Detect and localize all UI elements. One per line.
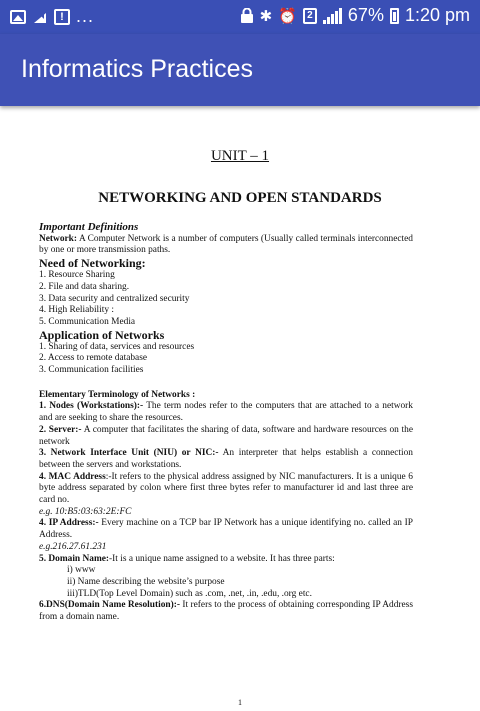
network-term: Network:	[39, 233, 78, 244]
need-item: 1. Resource Sharing	[39, 270, 115, 281]
term-label: 2. Server:-	[39, 424, 82, 435]
term-def: A computer that facilitates the sharing of data, software and hardware resources on the network	[39, 424, 413, 447]
ip-example: e.g.216.27.61.231	[39, 541, 107, 552]
term-def: Every machine on a TCP bar IP Network has a unique identifying no. called an IP Address.	[39, 518, 413, 541]
signal-icon	[323, 8, 342, 24]
term-def: The term nodes refer to the computers that are attached to a network and are seeking to share the resources.	[39, 401, 413, 424]
term-label: 6.DNS(Domain Name Resolution):-	[39, 600, 180, 611]
alarm-icon: ⏰	[278, 7, 297, 25]
document-heading: NETWORKING AND OPEN STANDARDS	[98, 190, 382, 206]
terminology-title-text: Elementary Terminology of Networks :	[39, 389, 196, 400]
sim-icon: 2	[303, 8, 317, 24]
need-title: Need of Networking:	[39, 256, 146, 271]
application-item: 3. Communication facilities	[39, 365, 144, 376]
system-icons	[240, 5, 470, 26]
terminology-title	[39, 390, 413, 402]
term-label: 1. Nodes (Workstations):-	[39, 401, 144, 412]
term-def: -It is a unique name assigned to a website. It has three parts:	[109, 553, 335, 564]
application-item: 1. Sharing of data, services and resources	[39, 341, 195, 352]
term-def: :-It refers to the physical address assigned by NIC manufacturers. It is a unique 6 byte address separated by colon where first three bytes refer to manufacturer id and last three are card no.	[39, 471, 413, 506]
term-niu	[39, 448, 413, 471]
domain-part: iii)TLD(Top Level Domain) such as .com, .net, .in, .edu, .org etc.	[67, 588, 312, 599]
network-def: A Computer Network is a number of computers (Usually called terminals interconnected by one or more transmission paths.	[39, 233, 413, 256]
page-number: 1	[238, 698, 242, 707]
unit-label: UNIT – 1	[210, 148, 270, 164]
term-ip	[39, 518, 413, 541]
document-body	[39, 222, 413, 624]
need-item: 2. File and data sharing.	[39, 281, 130, 292]
need-item: 5. Communication Media	[39, 316, 136, 327]
document-page[interactable]	[0, 106, 480, 711]
term-dns	[39, 600, 413, 623]
term-label: 4. IP Address:-	[39, 518, 99, 529]
app-bar	[0, 34, 480, 106]
notification-icons	[10, 6, 94, 27]
battery-percent: 67%	[347, 5, 384, 25]
term-def: It refers to the process of obtaining corresponding IP Address from a domain name.	[39, 600, 413, 623]
need-item: 3. Data security and centralized security	[39, 293, 190, 304]
app-title: Informatics Practices	[21, 55, 254, 83]
application-item: 2. Access to remote database	[39, 353, 148, 364]
mac-example: e.g. 10:B5:03:63:2E:FC	[39, 506, 132, 517]
network-definition	[39, 234, 413, 257]
battery-icon	[390, 8, 399, 24]
image-icon	[10, 10, 26, 24]
lock-icon	[240, 8, 254, 24]
alert-icon: !	[54, 9, 70, 25]
domain-part: ii) Name describing the website’s purpose	[67, 576, 225, 587]
upload-icon	[32, 9, 48, 25]
term-nodes	[39, 401, 413, 424]
term-label: 5. Domain Name:	[39, 553, 110, 564]
bluetooth-icon: ✱	[259, 7, 273, 25]
need-item: 4. High Reliability :	[39, 305, 114, 316]
clock: 1:20 pm	[404, 5, 470, 25]
domain-part: i) www	[67, 565, 96, 576]
application-title: Application of Networks	[39, 327, 165, 342]
term-server	[39, 425, 413, 448]
term-domain	[39, 554, 413, 566]
status-bar	[0, 0, 480, 34]
term-label: 3. Network Interface Unit (NIU) or NIC:-	[39, 448, 219, 459]
term-def: An interpreter that helps establish a connection between the servers and workstations.	[39, 448, 413, 470]
overflow-indicator: ...	[76, 6, 95, 26]
term-label: 4. MAC Address	[39, 471, 106, 482]
term-mac	[39, 472, 413, 507]
important-definitions-title: Important Definitions	[39, 221, 139, 233]
